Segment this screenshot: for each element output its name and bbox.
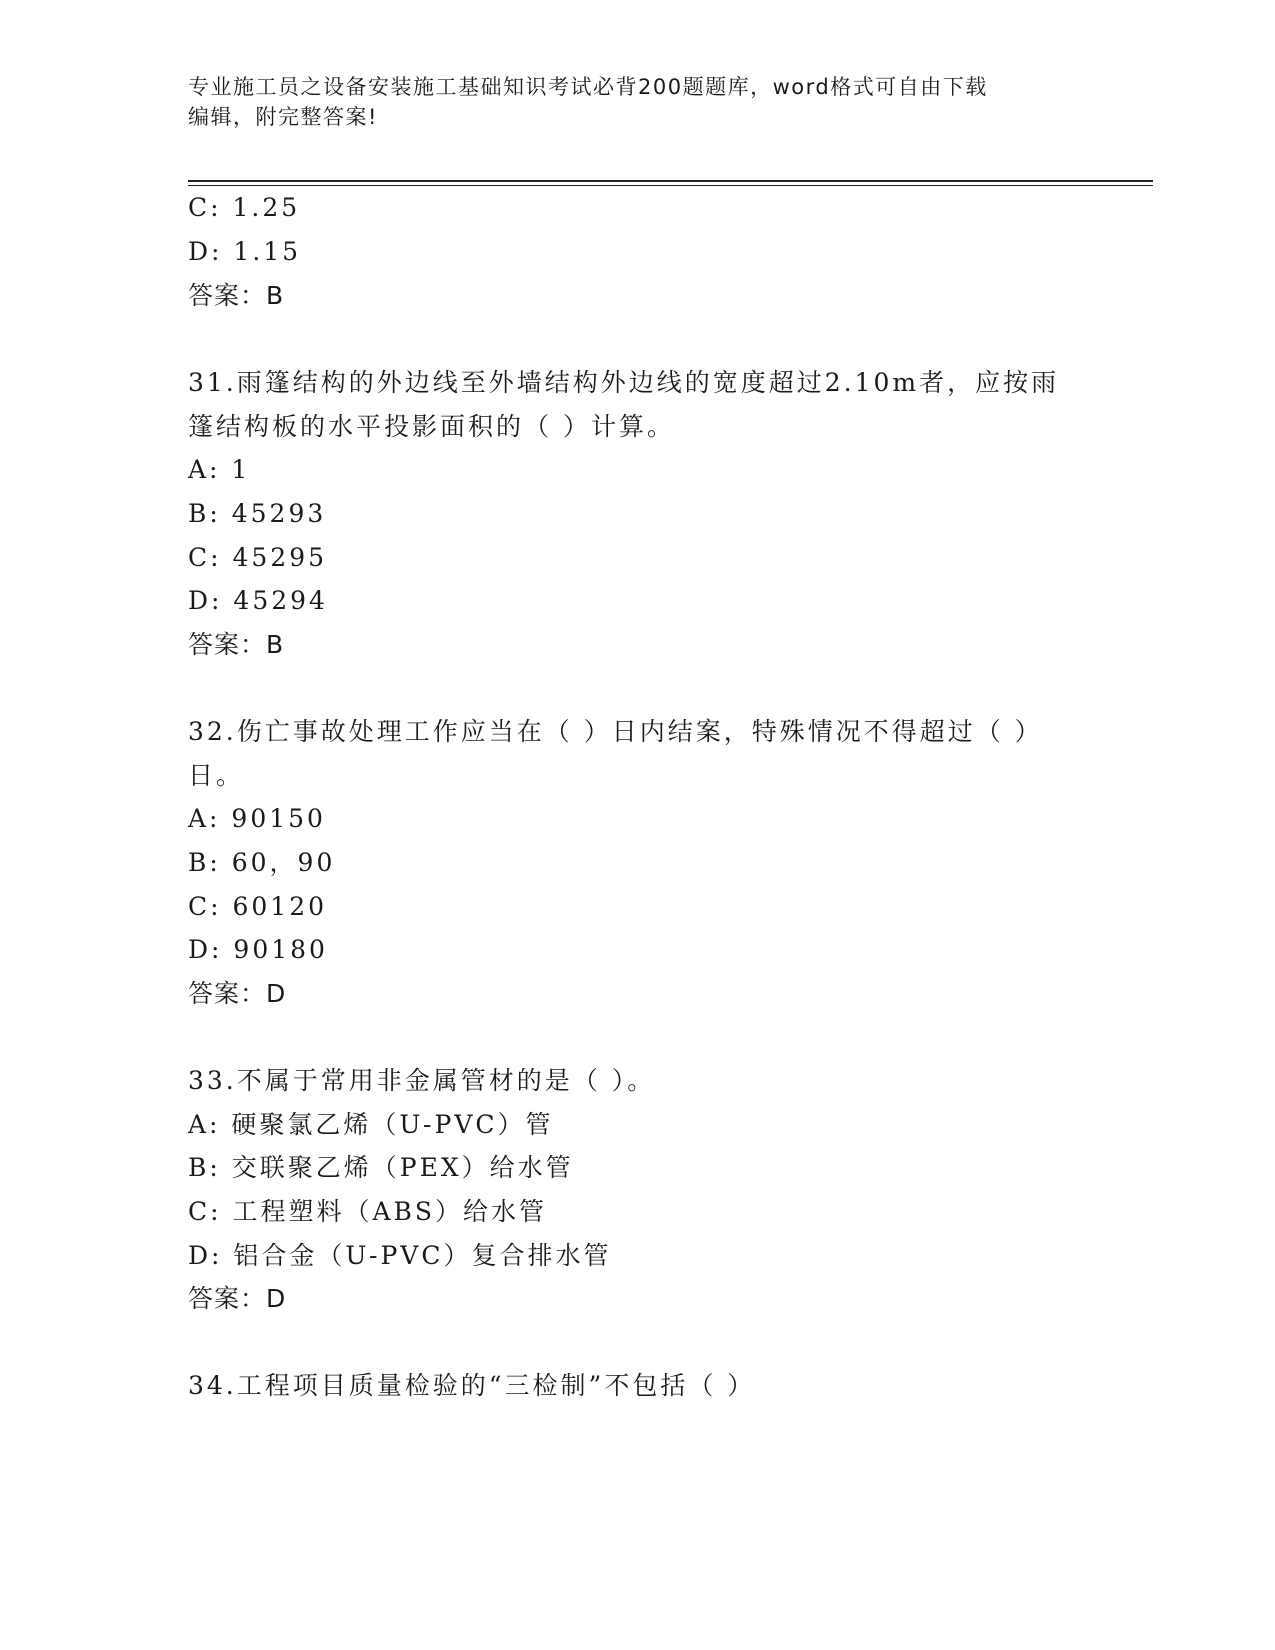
q30-option-d: D: 1.15 xyxy=(188,237,302,266)
header-line-1: 专业施工员之设备安装施工基础知识考试必背200题题库，word格式可自由下载 xyxy=(188,75,988,99)
q34-stem: 34.工程项目质量检验的“三检制”不包括（ ） xyxy=(188,1371,756,1400)
q30-answer: 答案：B xyxy=(188,281,285,310)
q33-option-a: A: 硬聚氯乙烯（U-PVC）管 xyxy=(188,1110,554,1139)
q30-option-c: C: 1.25 xyxy=(188,193,301,222)
q33-answer: 答案：D xyxy=(188,1284,287,1313)
q32-option-b: B: 60，90 xyxy=(188,848,336,877)
header-rule-thick xyxy=(188,180,1153,182)
q31-answer: 答案：B xyxy=(188,630,285,659)
page-header xyxy=(188,72,1088,132)
header-rule-thin xyxy=(188,185,1153,186)
q31-option-c: C: 45295 xyxy=(188,543,328,572)
q33-stem: 33.不属于常用非金属管材的是（ ）。 xyxy=(188,1066,656,1095)
q32-answer: 答案：D xyxy=(188,979,287,1008)
q31-stem-line-1: 31.雨篷结构的外边线至外墙结构外边线的宽度超过2.10m者，应按雨 xyxy=(188,368,1060,397)
q32-option-c: C: 60120 xyxy=(188,892,328,921)
q33-option-d: D: 铝合金（U-PVC）复合排水管 xyxy=(188,1241,612,1270)
q32-option-d: D: 90180 xyxy=(188,935,328,964)
q33-option-c: C: 工程塑料（ABS）给水管 xyxy=(188,1197,548,1226)
q31-option-b: B: 45293 xyxy=(188,499,327,528)
q31-option-d: D: 45294 xyxy=(188,586,328,615)
q32-stem-line-1: 32.伤亡事故处理工作应当在（ ）日内结案，特殊情况不得超过（ ） xyxy=(188,717,1043,746)
q32-stem-line-2: 日。 xyxy=(188,761,245,790)
header-line-2: 编辑，附完整答案! xyxy=(188,105,378,129)
q31-stem-line-2: 篷结构板的水平投影面积的（ ）计算。 xyxy=(188,412,675,441)
q33-option-b: B: 交联聚乙烯（PEX）给水管 xyxy=(188,1153,574,1182)
q31-option-a: A: 1 xyxy=(188,455,251,484)
q32-option-a: A: 90150 xyxy=(188,804,326,833)
